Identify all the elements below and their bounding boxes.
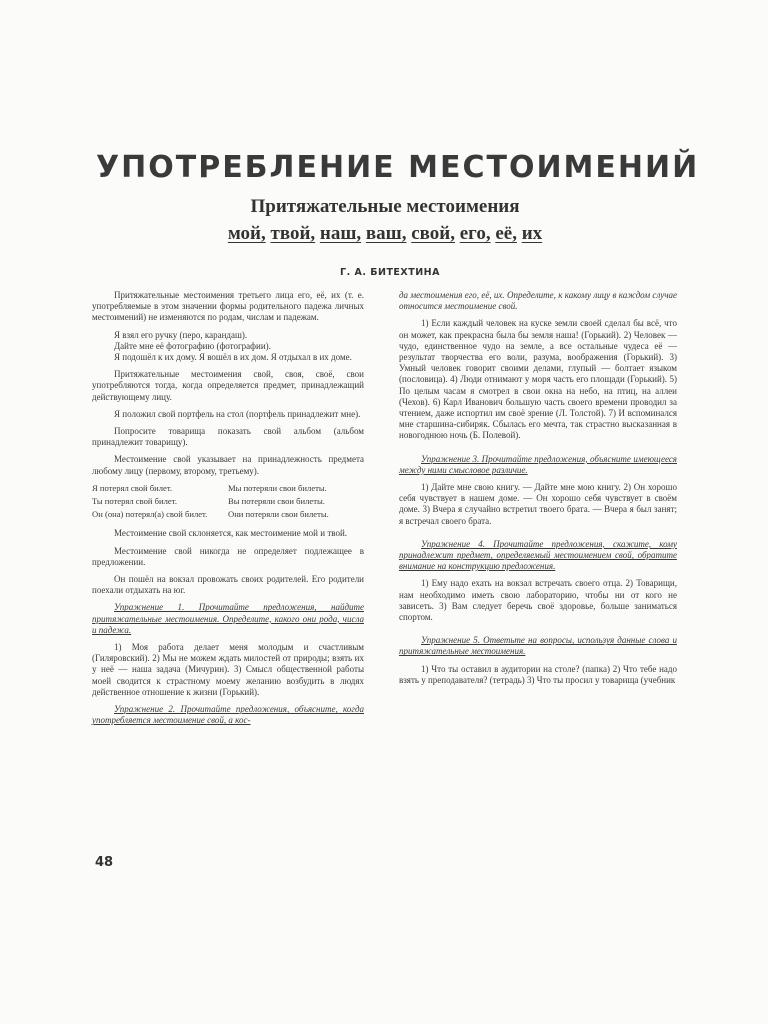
exercise-text: 1) Что ты оставил в аудитории на столе? (папка) 2) Что тебе надо взять у преподавателя? (тетрадь) 3) Что ты просил у товарища (учебник — [399, 663, 677, 685]
exercise-heading: Упражнение 2. Прочитайте предложения, объясните, когда употребляется местоимение свой, а кос- — [92, 704, 364, 726]
table-cell: Вы потеряли свои билеты. — [228, 496, 325, 507]
left-column — [92, 290, 364, 840]
exercise-heading: Упражнение 1. Прочитайте предложения, найдите притяжательные местоимения. Определите, какого они рода, числа и падежа. — [92, 602, 364, 635]
table-cell: Они потеряли свои билеты. — [228, 509, 329, 520]
exercise-text: 1) Ему надо ехать на вокзал встречать своего отца. 2) Товарищи, нам необходимо иметь свою лабораторию, чтобы ни от кого не зависеть. 3) Вам следует беречь своё здоровье, больше заниматься спортом. — [399, 578, 677, 623]
example-line: Я взял его ручку (перо, карандаш). — [114, 329, 248, 340]
article-title: УПОТРЕБЛЕНИЕ МЕСТОИМЕНИЙ — [96, 150, 700, 185]
pronoun: твой, — [270, 223, 316, 244]
exercise-text: 1) Если каждый человек на куске земли своей сделал бы всё, что он может, как прекрасна была бы земля наша! (Горький). 2) Человек — чудо, единственное чудо на земле, а все остальные чудеса её — результат творчества его воли, разума, воображения (Горький). 3) Умный человек говорит своими делами, глупый — болтает языком (пословица). 4) Люди отнимают у моря часть его площади (Горький). 5) По целым часам я смотрел в свои окна на небо, на птиц, на аллеи (Чехов). 6) Карл Иванович большую часть своего времени проводил за чтением, даже испортил им своё зрение (Л. Толстой). 7) И вспоминался мне старшина-сибиряк. Сбылась его мечта, так страстно высказанная в новогоднюю ночь (Б. Полевой). — [399, 318, 677, 441]
example-pairs-table — [92, 483, 364, 523]
example-line: Дайте мне её фотографию (фотографии). — [114, 340, 271, 351]
pronoun: её, — [495, 223, 517, 244]
pronoun: их — [521, 223, 543, 244]
table-row — [92, 483, 364, 496]
table-cell: Я потерял свой билет. — [92, 482, 173, 493]
pronoun: свой, — [411, 223, 455, 244]
exercise-heading-continued: да местоимения его, её, их. Определите, к какому лицу в каждом случае относится местоимение свой. — [399, 290, 677, 312]
exercise-text: 1) Дайте мне свою книгу. — Дайте мне мою книгу. 2) Он хорошо себя чувствует в нашем доме. — Он хорошо себя чувствует в своём доме. 3) Вчера я случайно встретил твоего брата. — Вчера я был занят; я встречал своего брата. — [399, 482, 677, 526]
paragraph: Притяжательные местоимения третьего лица его, её, их (т. е. употребляемые в этом значении формы родительного падежа личных местоимений) не изменяются по родам, числам и падежам. — [92, 290, 364, 323]
exercise-heading: Упражнение 3. Прочитайте предложения, объясните имеющееся между ними смысловое различие. — [399, 453, 677, 475]
pronoun: его, — [459, 223, 491, 244]
paragraph: Притяжательные местоимения свой, своя, своё, свои употребляются тогда, когда определяется предмет, принадлежащий действующему лицу. — [92, 369, 364, 402]
article-subtitle: Притяжательные местоимения — [250, 196, 520, 217]
page-number: 48 — [95, 855, 114, 870]
exercise-heading: Упражнение 4. Прочитайте предложения, скажите, кому принадлежит предмет, определяемый местоимением свой, обратите внимание на конструкцию предложения. — [399, 538, 677, 572]
pronoun: наш, — [319, 223, 362, 244]
table-row — [92, 496, 364, 509]
paragraph: Местоимение свой указывает на принадлежность предмета любому лицу (первому, второму, третьему). — [92, 454, 364, 476]
paragraph: Местоимение свой склоняется, как местоимение мой и твой. — [114, 528, 348, 539]
pronoun-list — [150, 223, 620, 245]
exercise-heading: Упражнение 5. Ответьте на вопросы, используя данные слова и притяжательные местоимения. — [399, 635, 677, 657]
pronoun: мой, — [227, 223, 266, 244]
paragraph: Местоимение свой никогда не определяет подлежащее в предложении. — [92, 545, 364, 567]
paragraph: Я положил свой портфель на стол (портфель принадлежит мне). — [114, 408, 361, 419]
table-cell: Ты потерял свой билет. — [92, 496, 177, 507]
table-row — [92, 509, 364, 522]
paragraph: Он пошёл на вокзал провожать своих родителей. Его родители поехали отдыхать на юг. — [92, 574, 364, 596]
pronoun: ваш, — [365, 223, 407, 244]
author-name: Г. А. БИТЕХТИНА — [340, 267, 440, 278]
exercise-text: 1) Моя работа делает меня молодым и счастливым (Гиляровский). 2) Мы не можем ждать милостей от природы; взять их у неё — наша задача (Мичурин). 3) Смысл общественной работы моей сводится к страстному моему желанию возбудить в людях действенное отношение к жизни (Горький). — [92, 642, 364, 697]
table-cell: Он (она) потерял(а) свой билет. — [92, 509, 208, 520]
paragraph: Попросите товарища показать свой альбом (альбом принадлежит товарищу). — [92, 426, 364, 448]
right-column — [399, 290, 677, 850]
table-cell: Мы потеряли свои билеты. — [228, 482, 327, 493]
example-line: Я подошёл к их дому. Я вошёл в их дом. Я отдыхал в их доме. — [114, 352, 352, 363]
